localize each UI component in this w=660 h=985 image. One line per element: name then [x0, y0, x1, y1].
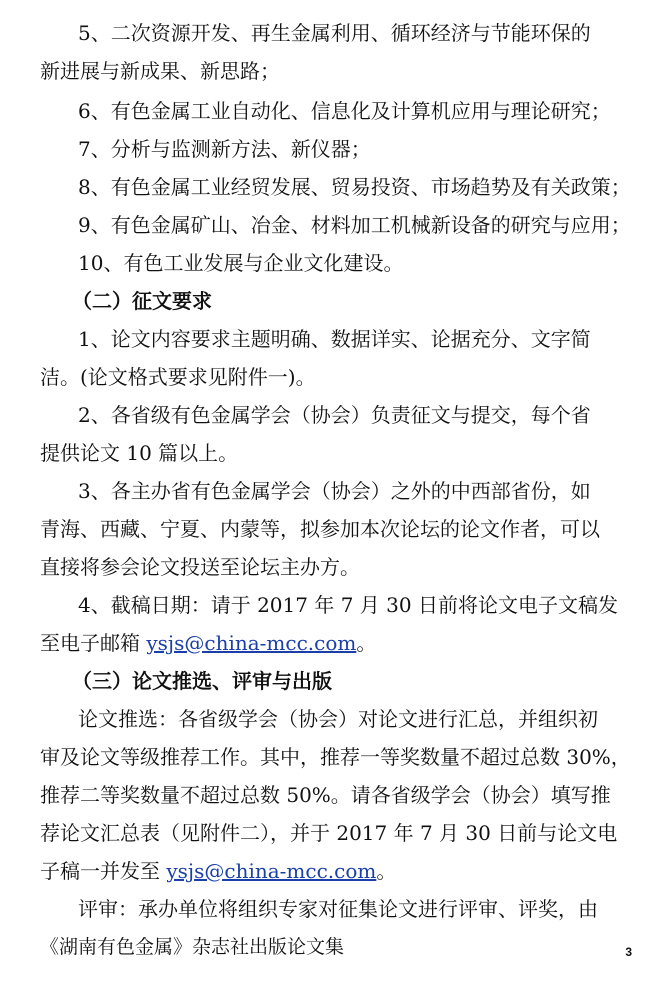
list-item-5-line1: 5、二次资源开发、再生金属利用、循环经济与节能环保的 — [78, 21, 591, 45]
email-link-2[interactable]: ysjs@china-mcc.com — [166, 859, 377, 883]
selection-text: 子稿一并发至 — [40, 859, 167, 883]
review-line2: 《湖南有色金属》杂志社出版论文集 — [40, 936, 345, 958]
requirement-3-line2: 青海、西藏、宁夏、内蒙等，拟参加本次论坛的论文作者，可以 — [40, 517, 600, 541]
requirement-3-line1: 3、各主办省有色金属学会（协会）之外的中西部省份，如 — [78, 479, 591, 503]
list-item-7: 7、分析与监测新方法、新仪器； — [78, 137, 371, 161]
selection-line3: 推荐二等奖数量不超过总数 50%。请各省级学会（协会）填写推 — [40, 783, 611, 807]
list-item-6: 6、有色金属工业自动化、信息化及计算机应用与理论研究； — [78, 99, 611, 123]
requirement-4-text: 至电子邮箱 — [40, 631, 147, 655]
requirement-1-line2: 洁。(论文格式要求见附件一)。 — [40, 365, 316, 389]
selection-line2: 审及论文等级推荐工作。其中，推荐一等奖数量不超过总数 30%， — [40, 745, 631, 769]
section-heading-2: （二）征文要求 — [72, 289, 212, 313]
selection-line1: 论文推选：各省级学会（协会）对论文进行汇总，并组织初 — [78, 707, 598, 731]
selection-line4: 荐论文汇总表（见附件二），并于 2017 年 7 月 30 日前与论文电 — [40, 821, 618, 845]
requirement-2-line1: 2、各省级有色金属学会（协会）负责征文与提交，每个省 — [78, 403, 591, 427]
period: 。 — [356, 631, 377, 655]
requirement-3-line3: 直接将参会论文投送至论坛主办方。 — [40, 555, 360, 579]
review-line1: 评审：承办单位将组织专家对征集论文进行评审、评奖，由 — [78, 897, 598, 921]
list-item-10: 10、有色工业发展与企业文化建设。 — [78, 251, 404, 275]
list-item-9: 9、有色金属矿山、冶金、材料加工机械新设备的研究与应用； — [78, 213, 631, 237]
requirement-4-line1: 4、截稿日期：请于 2017 年 7 月 30 日前将论文电子文稿发 — [78, 593, 618, 617]
page-number: 3 — [625, 945, 632, 959]
selection-line5 — [40, 852, 396, 890]
requirement-1-line1: 1、论文内容要求主题明确、数据详实、论据充分、文字简 — [78, 327, 591, 351]
requirement-4-line2 — [40, 624, 376, 662]
period-2: 。 — [376, 859, 397, 883]
email-link[interactable]: ysjs@china-mcc.com — [146, 631, 357, 655]
list-item-8: 8、有色金属工业经贸发展、贸易投资、市场趋势及有关政策； — [78, 175, 631, 199]
section-heading-3: （三）论文推选、评审与出版 — [72, 669, 332, 693]
list-item-5-line2: 新进展与新成果、新思路； — [40, 59, 280, 83]
requirement-2-line2: 提供论文 10 篇以上。 — [40, 441, 239, 465]
